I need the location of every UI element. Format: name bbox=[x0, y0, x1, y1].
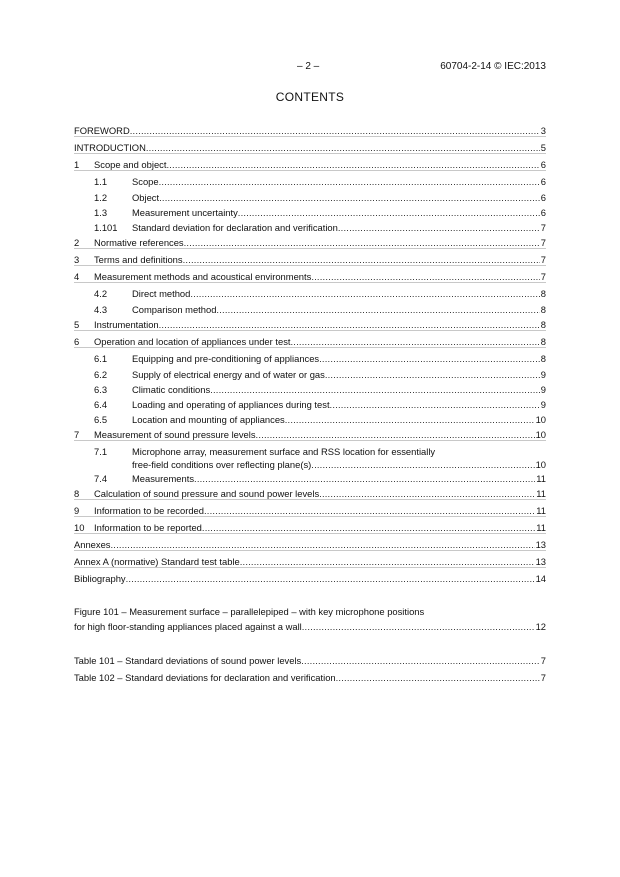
toc-entry-page: 5 bbox=[540, 142, 546, 153]
toc-entry-page: 14 bbox=[535, 573, 546, 584]
dot-leader bbox=[126, 572, 535, 585]
dot-leader bbox=[338, 221, 540, 234]
toc-entry[interactable] bbox=[74, 191, 546, 204]
separator-line bbox=[74, 136, 546, 137]
toc-entry[interactable] bbox=[74, 383, 546, 396]
toc-entry-title: Information to be reported bbox=[94, 522, 202, 533]
toc-entry-number: 6.5 bbox=[94, 414, 108, 425]
toc-entry-page: 8 bbox=[540, 304, 546, 315]
toc-entry-page: 3 bbox=[540, 125, 546, 136]
toc-entry-title-cont: free-field conditions over reflecting plane(s) bbox=[132, 459, 312, 470]
toc-entry[interactable] bbox=[74, 398, 546, 411]
toc-entry-title: Measurement uncertainty bbox=[132, 207, 238, 218]
toc-entry-number: 1.101 bbox=[94, 222, 118, 233]
figure-entry-page: 12 bbox=[535, 621, 546, 632]
page-title: CONTENTS bbox=[275, 90, 345, 104]
toc-entry-number: 1 bbox=[74, 159, 80, 170]
toc-entry-page: 7 bbox=[540, 271, 546, 282]
toc-entry-page: 10 bbox=[535, 429, 546, 440]
toc-entry-number: 7.4 bbox=[94, 473, 108, 484]
toc-entry-number: 7 bbox=[74, 429, 80, 440]
separator-line bbox=[74, 499, 546, 500]
table-entry-title: Table 102 – Standard deviations for declaration and verification bbox=[74, 672, 336, 683]
dot-leader bbox=[194, 472, 535, 485]
toc-entry-title: Equipping and pre-conditioning of appliances bbox=[132, 353, 320, 364]
toc-entry[interactable] bbox=[74, 303, 546, 316]
toc-entry-title: Location and mounting of appliances bbox=[132, 414, 285, 425]
figure-entry[interactable] bbox=[74, 620, 546, 633]
toc-entry-title: FOREWORD bbox=[74, 125, 130, 136]
toc-entry[interactable] bbox=[74, 572, 546, 585]
toc-entry-title: Annexes bbox=[74, 539, 111, 550]
toc-entry-page: 11 bbox=[536, 505, 546, 516]
toc-entry-title: Instrumentation bbox=[94, 319, 159, 330]
toc-entry-title: Scope bbox=[132, 176, 159, 187]
separator-line bbox=[74, 248, 546, 249]
toc-entry-page: 9 bbox=[540, 399, 546, 410]
dot-leader bbox=[216, 303, 539, 316]
toc-entry-page: 7 bbox=[540, 222, 546, 233]
separator-line bbox=[74, 330, 546, 331]
toc-entry[interactable] bbox=[74, 472, 546, 485]
toc-entry-title: Climatic conditions bbox=[132, 384, 211, 395]
figure-entry-title-cont: for high floor-standing appliances placed against a wall bbox=[74, 621, 302, 632]
toc-entry-title: Standard deviation for declaration and verification bbox=[132, 222, 338, 233]
toc-entry-page: 11 bbox=[536, 473, 546, 484]
toc-entry-page: 6 bbox=[540, 207, 546, 218]
toc-entry-title: Bibliography bbox=[74, 573, 126, 584]
toc-entry[interactable] bbox=[74, 287, 546, 300]
toc-entry-number: 1.3 bbox=[94, 207, 108, 218]
toc-entry-page: 13 bbox=[535, 556, 546, 567]
page-number: – 2 – bbox=[297, 61, 320, 72]
separator-line bbox=[74, 516, 546, 517]
toc-entry-title: Annex A (normative) Standard test table bbox=[74, 556, 240, 567]
toc-entry-number: 6.3 bbox=[94, 384, 108, 395]
toc-entry-page: 8 bbox=[540, 353, 546, 364]
toc-entry-page: 8 bbox=[540, 336, 546, 347]
separator-line bbox=[74, 440, 546, 441]
toc-entry-title: Measurement of sound pressure levels bbox=[94, 429, 256, 440]
toc-entry-number: 6.4 bbox=[94, 399, 108, 410]
toc-entry-title: Calculation of sound pressure and sound power levels bbox=[94, 488, 320, 499]
table-entry-page: 7 bbox=[540, 655, 546, 666]
toc-entry-number: 6.1 bbox=[94, 353, 108, 364]
toc-entry-number: 6 bbox=[74, 336, 80, 347]
toc-entry-page: 8 bbox=[540, 319, 546, 330]
figure-entry-title[interactable]: Figure 101 – Measurement surface – parallelepiped – with key microphone positions bbox=[74, 606, 425, 617]
toc-entry-page: 6 bbox=[540, 176, 546, 187]
dot-leader bbox=[311, 458, 534, 471]
dot-leader bbox=[302, 620, 535, 633]
toc-entry[interactable] bbox=[74, 368, 546, 381]
toc-entry-title: Information to be recorded bbox=[94, 505, 204, 516]
separator-line bbox=[74, 550, 546, 551]
toc-entry-number: 5 bbox=[74, 319, 80, 330]
toc-entry-number: 9 bbox=[74, 505, 80, 516]
toc-entry-title: Loading and operating of appliances during test bbox=[132, 399, 330, 410]
separator-line bbox=[74, 282, 546, 283]
toc-entry[interactable] bbox=[74, 221, 546, 234]
toc-entry-number: 1.1 bbox=[94, 176, 108, 187]
dot-leader bbox=[325, 368, 540, 381]
toc-entry-number: 4.2 bbox=[94, 288, 108, 299]
toc-entry-page: 7 bbox=[540, 254, 546, 265]
dot-leader bbox=[210, 383, 540, 396]
toc-entry-page: 9 bbox=[540, 369, 546, 380]
toc-entry-number: 2 bbox=[74, 237, 80, 248]
dot-leader bbox=[285, 413, 535, 426]
dot-leader bbox=[159, 175, 540, 188]
dot-leader bbox=[190, 287, 539, 300]
toc-entry-title: Normative references bbox=[94, 237, 184, 248]
toc-entry[interactable] bbox=[74, 175, 546, 188]
toc-entry-title: Measurements bbox=[132, 473, 195, 484]
toc-entry-title: Comparison method bbox=[132, 304, 217, 315]
toc-entry-number: 3 bbox=[74, 254, 80, 265]
table-entry-title: Table 101 – Standard deviations of sound power levels bbox=[74, 655, 302, 666]
toc-entry-number: 1.2 bbox=[94, 192, 108, 203]
separator-line bbox=[74, 265, 546, 266]
document-reference: 60704-2-14 © IEC:2013 bbox=[440, 61, 546, 72]
toc-entry-title: Measurement methods and acoustical environments bbox=[94, 271, 312, 282]
dot-leader bbox=[330, 398, 540, 411]
toc-entry-page: 6 bbox=[540, 192, 546, 203]
toc-entry-page: 7 bbox=[540, 237, 546, 248]
toc-entry-page: 13 bbox=[535, 539, 546, 550]
table-entry[interactable] bbox=[74, 654, 546, 667]
toc-entry-continuation[interactable] bbox=[132, 458, 546, 471]
separator-line bbox=[74, 347, 546, 348]
toc-entry[interactable] bbox=[74, 413, 546, 426]
dot-leader bbox=[319, 352, 540, 365]
toc-entry-page: 10 bbox=[535, 414, 546, 425]
dot-leader bbox=[336, 671, 540, 684]
table-entry-page: 7 bbox=[540, 672, 546, 683]
toc-entry-page: 10 bbox=[535, 459, 546, 470]
dot-leader bbox=[159, 191, 540, 204]
toc-entry-page: 11 bbox=[536, 488, 546, 499]
toc-entry-title: Operation and location of appliances under test bbox=[94, 336, 291, 347]
separator-line bbox=[74, 533, 546, 534]
toc-entry-number: 10 bbox=[74, 522, 85, 533]
toc-entry[interactable] bbox=[74, 445, 546, 458]
dot-leader bbox=[238, 206, 540, 219]
toc-entry-number: 7.1 bbox=[94, 446, 108, 457]
toc-entry-number: 4 bbox=[74, 271, 80, 282]
toc-entry-title: Direct method bbox=[132, 288, 191, 299]
dot-leader bbox=[301, 654, 540, 667]
separator-line bbox=[74, 170, 546, 171]
toc-entry-page: 9 bbox=[540, 384, 546, 395]
toc-entry[interactable] bbox=[74, 352, 546, 365]
toc-entry-title: INTRODUCTION bbox=[74, 142, 146, 153]
separator-line bbox=[74, 153, 546, 154]
table-entry[interactable] bbox=[74, 671, 546, 684]
toc-entry-page: 6 bbox=[540, 159, 546, 170]
toc-entry-title: Object bbox=[132, 192, 160, 203]
toc-entry-title: Supply of electrical energy and of water or gas bbox=[132, 369, 325, 380]
toc-entry[interactable] bbox=[74, 206, 546, 219]
toc-entry-number: 6.2 bbox=[94, 369, 108, 380]
toc-entry-title: Scope and object bbox=[94, 159, 167, 170]
separator-line bbox=[74, 567, 546, 568]
toc-entry-title: Terms and definitions bbox=[94, 254, 183, 265]
toc-entry-page: 11 bbox=[536, 522, 546, 533]
toc-entry-number: 4.3 bbox=[94, 304, 108, 315]
toc-entry-title: Microphone array, measurement surface and RSS location for essentially bbox=[132, 446, 436, 457]
toc-entry-page: 8 bbox=[540, 288, 546, 299]
toc-entry-number: 8 bbox=[74, 488, 80, 499]
